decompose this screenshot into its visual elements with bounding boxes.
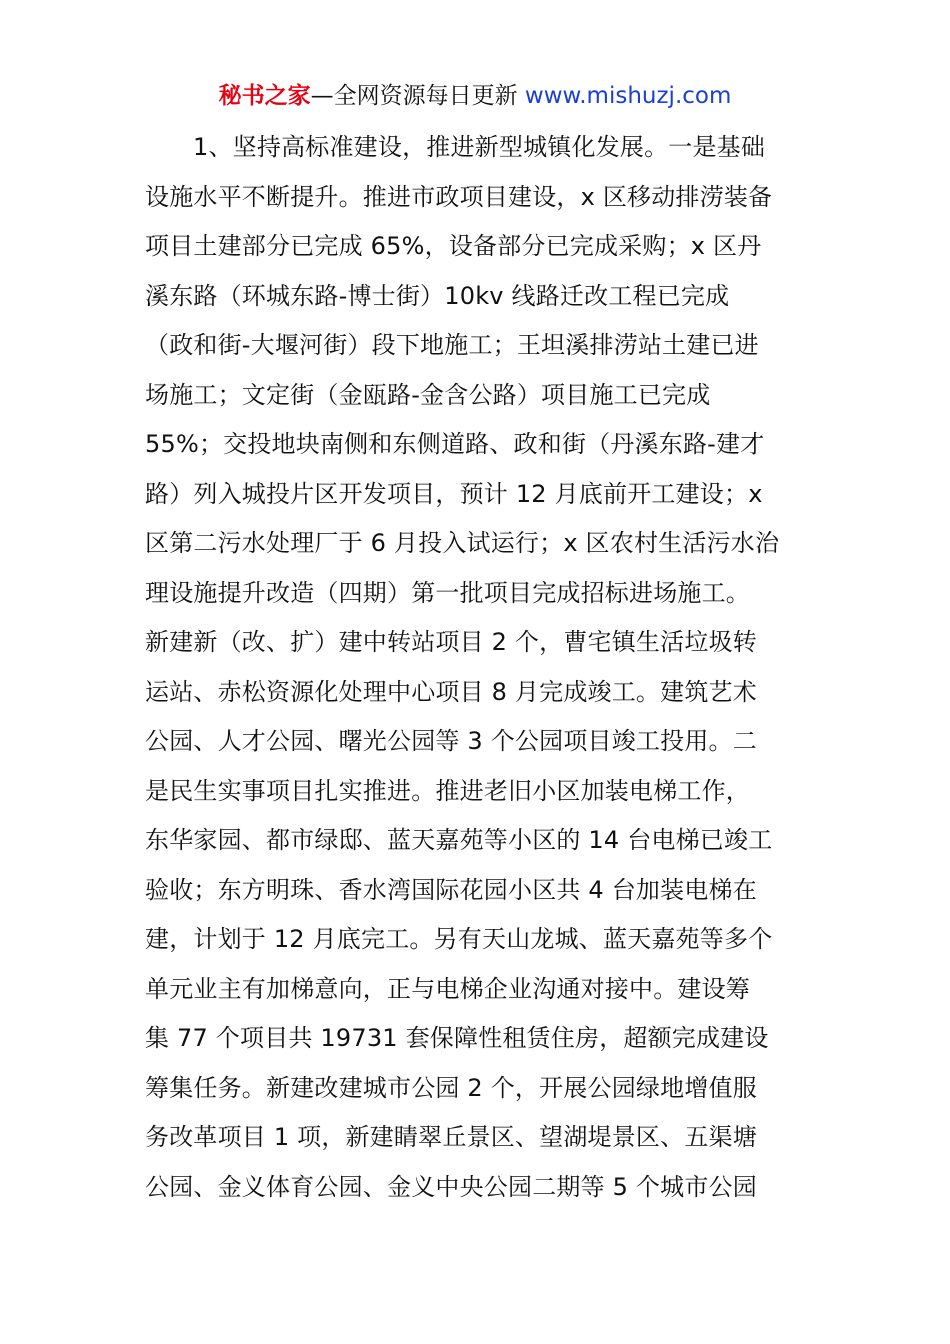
text-line: 公园、人才公园、曙光公园等 3 个公园项目竣工投用。二 (145, 727, 757, 755)
website-link[interactable]: www.mishuzj.com (524, 83, 732, 109)
text-line: 是民生实事项目扎实推进。推进老旧小区加装电梯工作， (145, 776, 750, 805)
text-line: 设施水平不断提升。推进市政项目建设，x 区移动排涝装备 (145, 182, 773, 211)
text-line: 务改革项目 1 项，新建睛翠丘景区、望湖堤景区、五渠塘 (145, 1123, 757, 1151)
text-line: 1、坚持高标准建设，推进新型城镇化发展。一是基础 (193, 133, 766, 161)
text-line: 场施工；文定街（金瓯路-金含公路）项目施工已完成 (145, 380, 711, 409)
brand-name: 秘书之家 (218, 83, 311, 109)
text-line: 单元业主有加梯意向，正与电梯企业沟通对接中。建设筹 (145, 974, 750, 1003)
document-body (145, 123, 810, 1212)
text-line: 溪东路（环城东路-博士街）10kv 线路迁改工程已完成 (145, 281, 730, 310)
text-line: 建，计划于 12 月底完工。另有天山龙城、蓝天嘉苑等多个 (145, 925, 773, 953)
text-line: 理设施提升改造（四期）第一批项目完成招标进场施工。 (145, 578, 750, 607)
text-line: 东华家园、都市绿邸、蓝天嘉苑等小区的 14 台电梯已竣工 (145, 826, 773, 854)
text-line: 项目土建部分已完成 65%，设备部分已完成采购；x 区丹 (145, 232, 762, 260)
text-line: 55%；交投地块南侧和东侧道路、政和街（丹溪东路-建才 (145, 430, 765, 458)
text-line: 路）列入城投片区开发项目，预计 12 月底前开工建设；x (145, 479, 763, 508)
text-line: 验收；东方明珠、香水湾国际花园小区共 4 台加装电梯在 (145, 875, 757, 904)
header-tagline: —全网资源每日更新 (310, 83, 525, 109)
text-line: 集 77 个项目共 19731 套保障性租赁住房，超额完成建设 (145, 1024, 769, 1052)
text-line: 公园、金义体育公园、金义中央公园二期等 5 个城市公园 (145, 1172, 757, 1201)
text-line: 运站、赤松资源化处理中心项目 8 月完成竣工。建筑艺术 (145, 677, 757, 706)
page-header (0, 80, 950, 112)
text-line: 区第二污水处理厂于 6 月投入试运行；x 区农村生活污水治 (145, 529, 780, 557)
text-line: 新建新（改、扩）建中转站项目 2 个，曹宅镇生活垃圾转 (145, 628, 757, 656)
text-line: 筹集任务。新建改建城市公园 2 个，开展公园绿地增值服 (145, 1073, 757, 1102)
text-line: （政和街-大堰河街）段下地施工；王坦溪排涝站土建已进 (145, 331, 759, 359)
